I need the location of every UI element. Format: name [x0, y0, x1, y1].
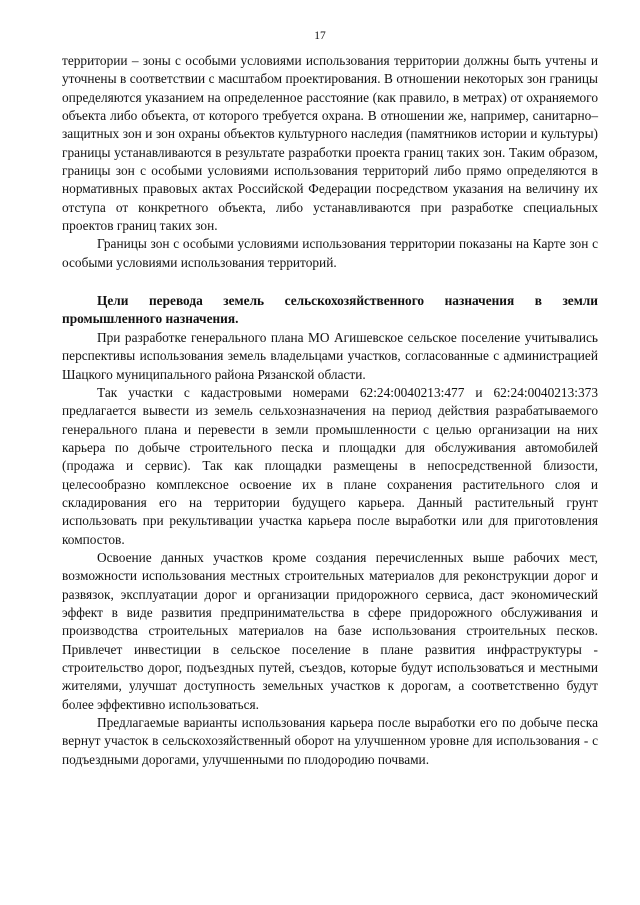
page-number: 17: [314, 30, 326, 42]
section-heading: Цели перевода земель сельскохозяйственного назначения в земли промышленного назначения.: [62, 293, 598, 327]
paragraph-general-plan: При разработке генерального плана МО Агишевское сельское поселение учитывались перспективы использования земель владельцами участков, согласованные с администрацией Шацкого муниципального района Рязанской области.: [62, 329, 598, 382]
paragraph-quarry-reuse: Предлагаемые варианты использования карьера после выработки его по добыче песка вернут участок в сельскохозяйственный оборот на улучшенном уровне для использования - с подъездными дорогами, улучшенными по плодородию почвами.: [62, 715, 598, 767]
paragraph-zones-intro: территории – зоны с особыми условиями использования территории должны быть учтены и уточнены в соответствии с масштабом проектирования. В отношении некоторых зон границы определяются указанием на определенное расстояние (как правило, в метрах) от охраняемого объекта либо объекта, от которого требуется охрана. В отношении же, например, санитарно–защитных зон и зон охраны объектов культурного наследия (памятников истории и культуры) границы устанавливаются в результате разработки проекта границ таких зон. Таким образом, границы зон с особыми условиями использования территорий либо прямо определяются в нормативных правовых актах Российской Федерации посредством указания на величину их отступа от конкретного объекта, либо устанавливаются при разработке специальных проектов границ таких зон.: [62, 53, 598, 234]
paragraph-development-effect: Освоение данных участков кроме создания перечисленных выше рабочих мест, возможности использования местных строительных материалов для реконструкции дорог и развязок, эксплуатации дорог и организации придорожного сервиса, даст экономический эффект в виде развития предпринимательства в сфере придорожного обслуживания и производства строительных материалов на базе использования строительных песков. Привлечет инвестиции в сельское поселение в плане развития инфраструктуры - строительство дорог, подъездных путей, съездов, которые будут использоваться и местными жителями, улучшат доступность земельных участков к дорогам, а соответственно будут более эффективно использоваться.: [62, 549, 598, 712]
paragraph-zones-map: Границы зон с особыми условиями использования территории показаны на Карте зон с особыми условиями использования территорий.: [62, 236, 598, 270]
paragraph-cadastral-plots: Так участки с кадастровыми номерами 62:24:0040213:477 и 62:24:0040213:373 предлагается вывести из земель сельхозназначения на период действия разрабатываемого генерального плана и перевести в земли промышленности с целью организации на них карьера по добыче строительного песка и площадки для обслуживания автомобилей (продажа и сервис). Так как площадки размещены в непосредственной близости, целесообразно комплексное освоение их в плане сохранения растительного слоя и складирования его на территории будущего карьера. Данный растительный грунт использовать при рекультивации участка карьера после выработки или для приготовления компостов.: [62, 384, 598, 547]
page-body: [62, 52, 598, 769]
